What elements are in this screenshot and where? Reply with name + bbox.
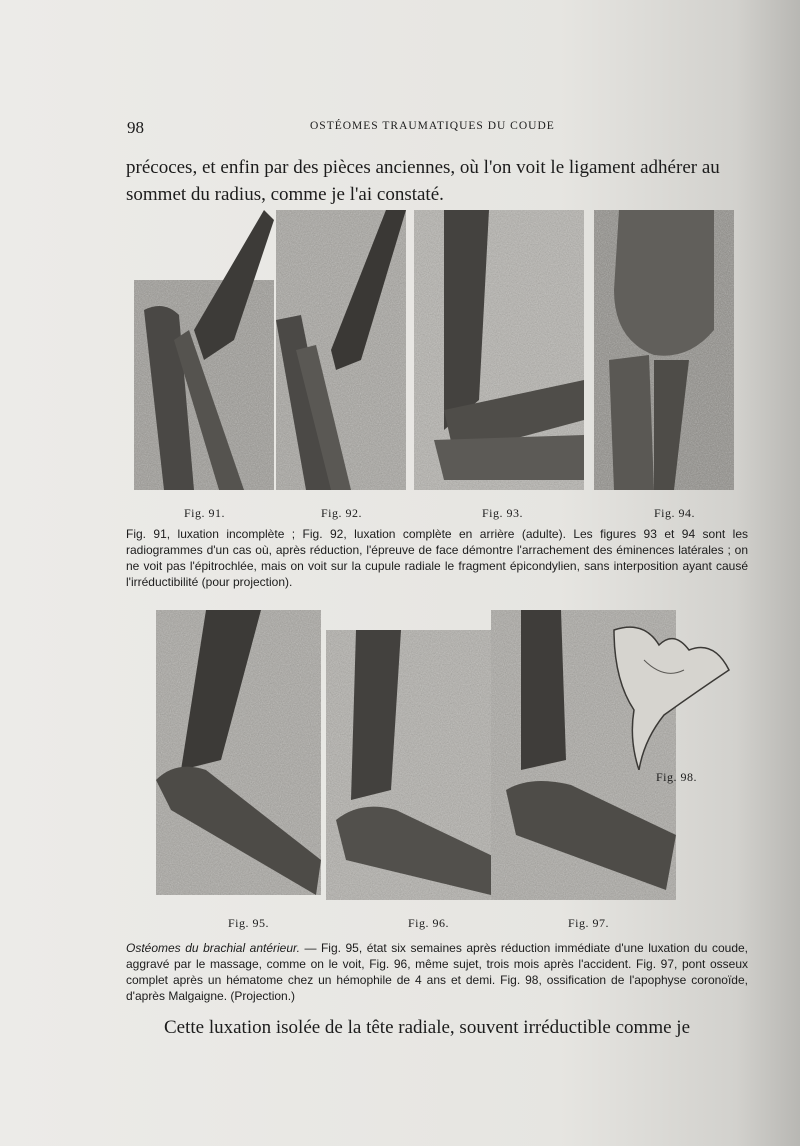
figure-94-image — [594, 210, 734, 490]
figure-94-label: Fig. 94. — [654, 506, 696, 520]
figure-95-label: Fig. 95. — [228, 916, 270, 930]
top-paragraph: précoces, et enfin par des pièces anciennes, où l'on voit le ligament adhérer au sommet du radius, comme je l'ai constaté. — [126, 157, 720, 205]
figure-93-label: Fig. 93. — [482, 506, 524, 520]
bottom-paragraph: Cette luxation isolée de la tête radiale, souvent irréductible comme je — [164, 1017, 690, 1038]
running-title: OSTÉOMES TRAUMATIQUES DU COUDE — [310, 120, 555, 132]
figure-92-image — [276, 210, 406, 490]
figure-caption-91-94: Fig. 91, luxation incomplète ; Fig. 92, luxation complète en arrière (adulte). Les figures 93 et 94 sont les radiogrammes d'un cas où, après réduction, l'épreuve de face démontre l'arrachement des éminences latérales ; on ne voit pas l'épitrochlée, mais on voit sur la cupule radiale le fragment épicondylien, sans interposition ayant causé l'irréductibilité (pour projection). — [126, 527, 748, 589]
caption-lead: Ostéomes du brachial antérieur. — [126, 941, 300, 955]
figure-98-label: Fig. 98. — [656, 770, 698, 784]
figure-96-image — [326, 630, 501, 900]
figure-95-image — [146, 610, 321, 895]
figure-98-image — [604, 620, 734, 770]
figure-96-label: Fig. 96. — [408, 916, 450, 930]
caption-body: — Fig. 95, état six semaines après réduction immédiate d'une luxation du coude, aggravé par le massage, comme on le voit, Fig. 96, même sujet, trois mois après l'accident. Fig. 97, pont osseux complet après un hématome chez un hémophile de 4 ans et demi. Fig. 98, ossification de l'apophyse coronoïde, d'après Malgaigne. (Projection.) — [126, 941, 748, 1003]
figure-97-label: Fig. 97. — [568, 916, 610, 930]
figure-93-image — [414, 210, 584, 490]
running-head — [0, 114, 800, 142]
figure-row-2 — [126, 610, 746, 930]
figure-91-image — [134, 210, 274, 490]
figure-91-label: Fig. 91. — [184, 506, 226, 520]
page-number: 98 — [127, 118, 144, 137]
figure-caption-95-98 — [126, 940, 748, 1004]
figure-92-label: Fig. 92. — [321, 506, 363, 520]
figure-row-1 — [126, 210, 746, 520]
